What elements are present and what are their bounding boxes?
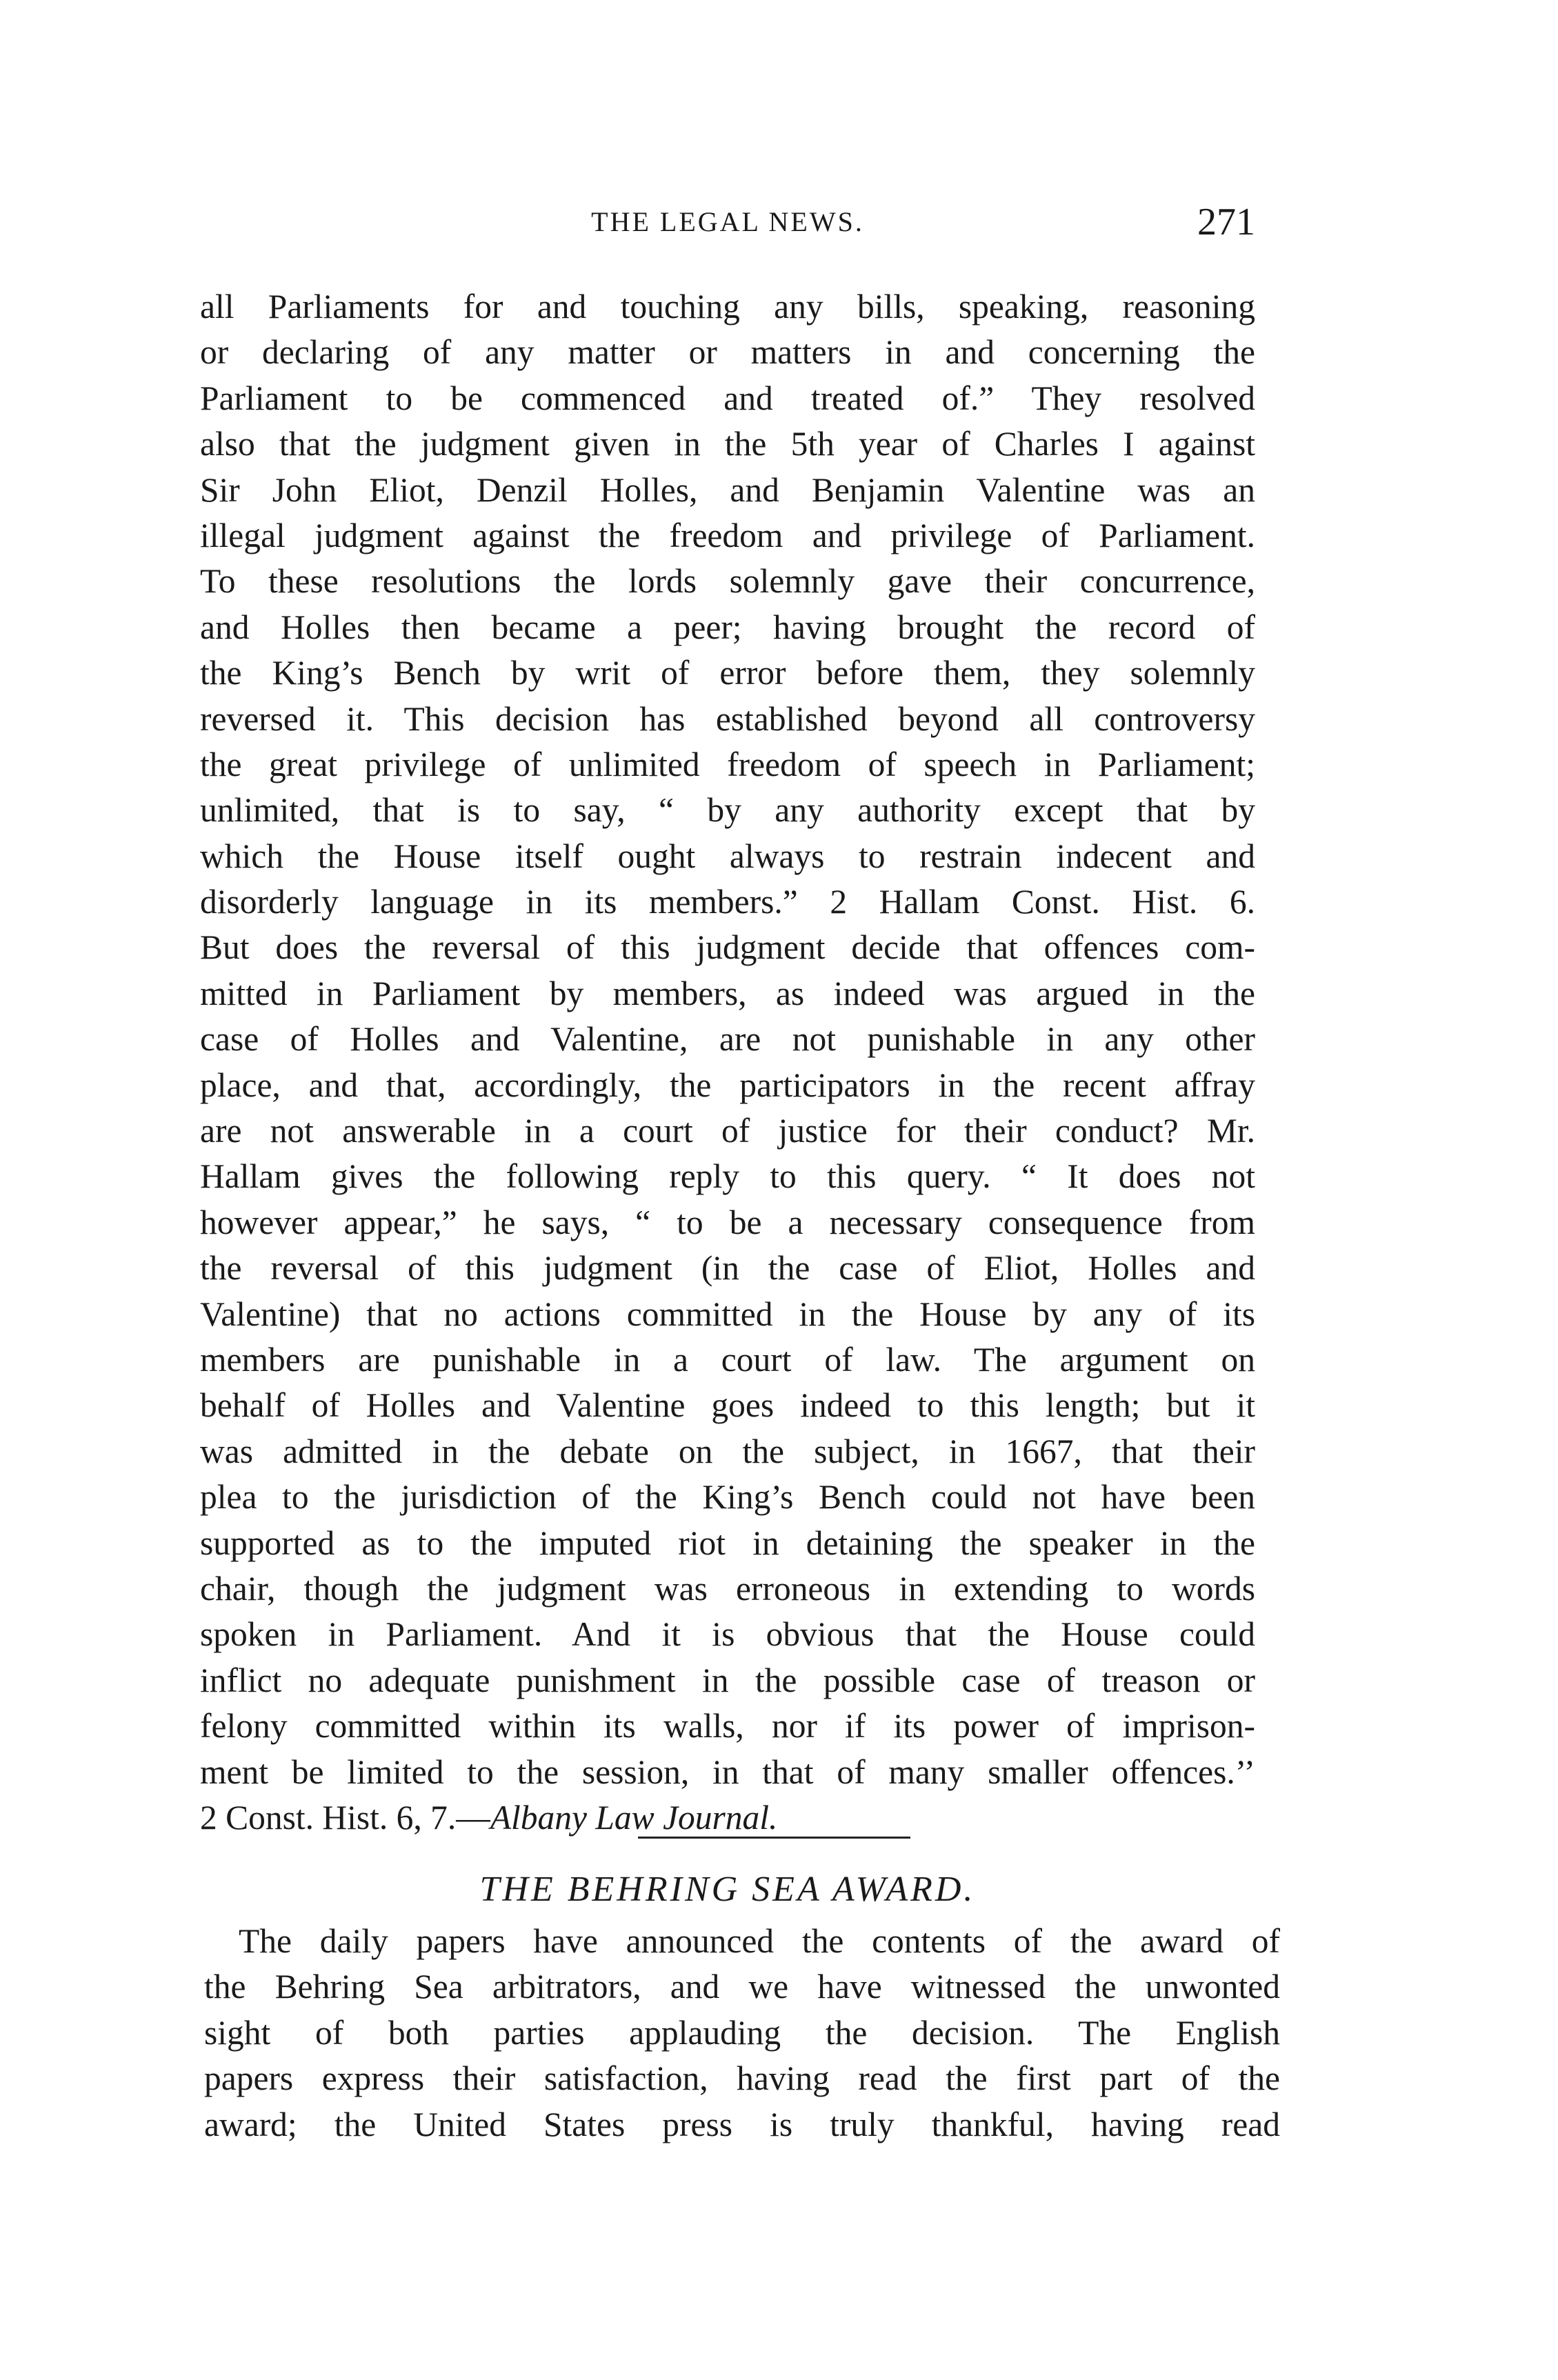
- section-body: [204, 1919, 1280, 2148]
- text-line: members are punishable in a court of law. The argument on: [200, 1340, 1255, 1379]
- running-head: [200, 200, 1255, 255]
- text-line: inflict no adequate punishment in the possible case of treason or: [200, 1661, 1255, 1699]
- text-line: and Holles then became a peer; having brought the record of: [200, 608, 1255, 646]
- text-line: The daily papers have announced the contents of the award of: [239, 1922, 1280, 1960]
- text-line: But does the reversal of this judgment decide that offences com-: [200, 928, 1255, 967]
- text-line: or declaring of any matter or matters in and concerning the: [200, 333, 1255, 372]
- page-number: 271: [1197, 201, 1255, 243]
- text-line: award; the United States press is truly thankful, having read: [204, 2105, 1280, 2143]
- text-line: ment be limited to the session, in that of many smaller offences.’’: [200, 1752, 1255, 1791]
- text-line: supported as to the imputed riot in detaining the speaker in the: [200, 1523, 1255, 1562]
- section-heading: THE BEHRING SEA AWARD.: [479, 1870, 976, 1909]
- text-line: the great privilege of unlimited freedom of speech in Parliament;: [200, 745, 1255, 783]
- text-line: behalf of Holles and Valentine goes indeed to this length; but it: [200, 1386, 1255, 1425]
- text-line: disorderly language in its members.” 2 Hallam Const. Hist. 6.: [200, 883, 1255, 921]
- running-title: THE LEGAL NEWS.: [591, 206, 864, 237]
- text-line: unlimited, that is to say, “ by any authority except that by: [200, 791, 1255, 830]
- text-line: papers express their satisfaction, having read the first part of the: [204, 2059, 1280, 2098]
- text-line: Parliament to be commenced and treated of.” They resolved: [200, 379, 1255, 417]
- text-line: sight of both parties applauding the decision. The English: [204, 2013, 1280, 2052]
- text-line: plea to the jurisdiction of the King’s Bench could not have been: [200, 1478, 1255, 1517]
- text-line: reversed it. This decision has established beyond all controversy: [200, 699, 1255, 738]
- text-line: felony committed within its walls, nor if its power of imprison-: [200, 1707, 1255, 1746]
- text-line: which the House itself ought always to restrain indecent and: [200, 837, 1255, 875]
- source-attribution: Albany Law Journal.: [490, 1798, 778, 1837]
- closing-citation-line: [200, 1795, 1255, 1841]
- text-line: was admitted in the debate on the subject, in 1667, that their: [200, 1432, 1255, 1470]
- text-line: place, and that, accordingly, the participators in the recent affray: [200, 1066, 1255, 1104]
- text-line: Sir John Eliot, Denzil Holles, and Benjamin Valentine was an: [200, 470, 1255, 509]
- section-divider: [638, 1837, 910, 1839]
- text-line: also that the judgment given in the 5th year of Charles I against: [200, 425, 1255, 463]
- text-line: the Behring Sea arbitrators, and we have witnessed the unwonted: [204, 1968, 1280, 2006]
- closing-citation: 2 Const. Hist. 6, 7.—: [200, 1798, 490, 1837]
- text-line: case of Holles and Valentine, are not punishable in any other: [200, 1020, 1255, 1059]
- text-line: chair, though the judgment was erroneous in extending to words: [200, 1569, 1255, 1608]
- text-line: mitted in Parliament by members, as indeed was argued in the: [200, 974, 1255, 1012]
- text-line: the King’s Bench by writ of error before them, they solemnly: [200, 654, 1255, 692]
- text-line: spoken in Parliament. And it is obvious that the House could: [200, 1615, 1255, 1654]
- text-line: the reversal of this judgment (in the case of Eliot, Holles and: [200, 1249, 1255, 1288]
- text-line: are not answerable in a court of justice for their conduct? Mr.: [200, 1112, 1255, 1150]
- text-line: all Parliaments for and touching any bills, speaking, reasoning: [200, 288, 1255, 326]
- text-line: however appear,” he says, “ to be a necessary consequence from: [200, 1203, 1255, 1241]
- text-line: Valentine) that no actions committed in the House by any of its: [200, 1294, 1255, 1333]
- article-continuation: [200, 284, 1255, 1841]
- text-line: Hallam gives the following reply to this query. “ It does not: [200, 1157, 1255, 1196]
- text-line: To these resolutions the lords solemnly gave their concurrence,: [200, 562, 1255, 601]
- text-line: illegal judgment against the freedom and privilege of Parliament.: [200, 516, 1255, 554]
